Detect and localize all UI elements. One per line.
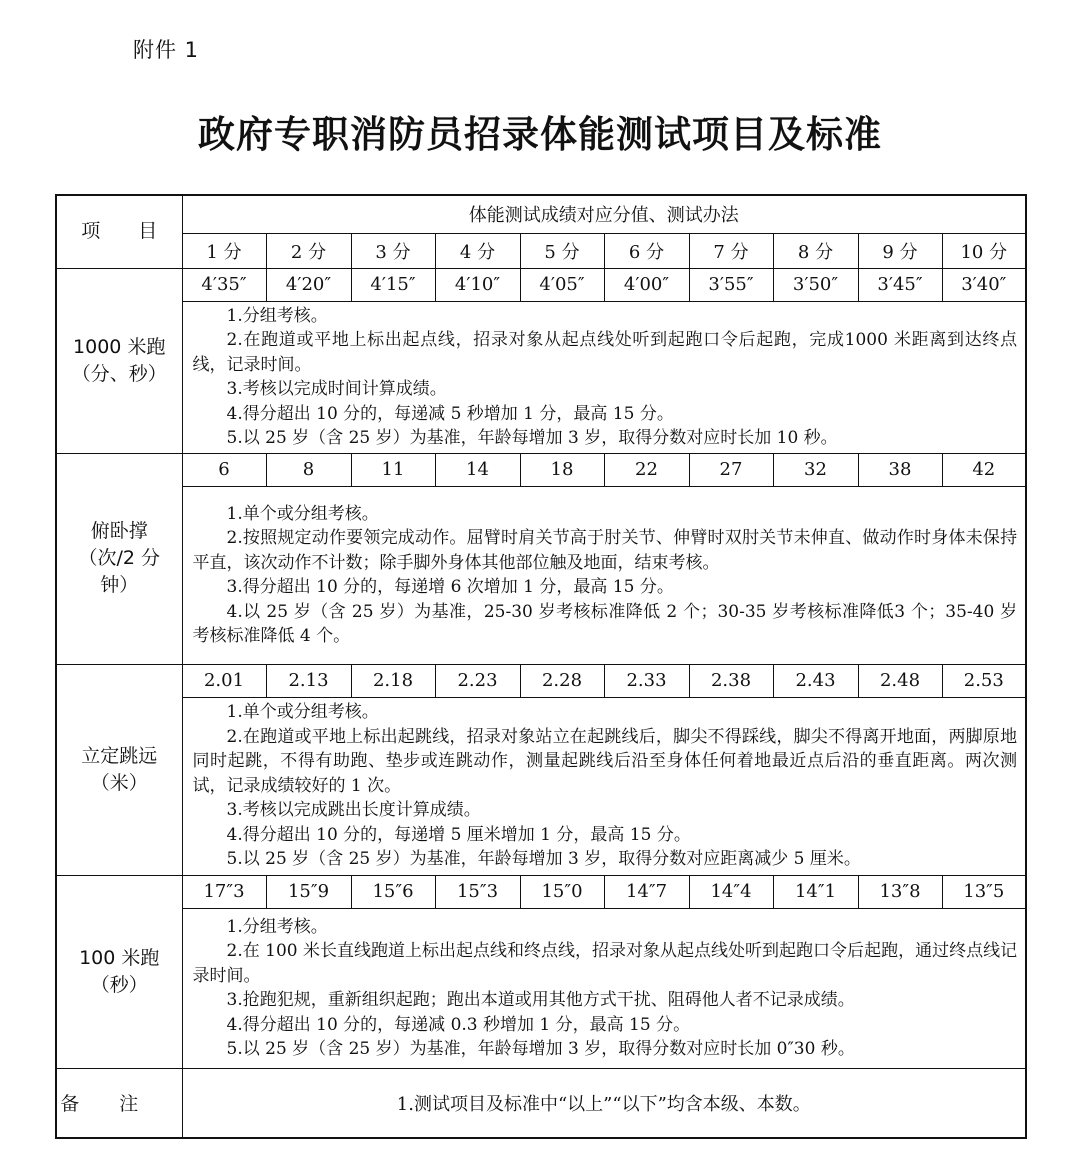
method-line: 3.得分超出 10 分的，每递增 6 次增加 1 分，最高 15 分。 [226, 577, 674, 597]
method-line: 2.在跑道或平地上标出起点线，招录对象从起点线处听到起跑口令后起跑，完成1000 米距离到达终点线，记录时间。 [192, 330, 1018, 375]
method-line: 2.按照规定动作要领完成动作。屈臂时肩关节高于肘关节、伸臂时双肘关节未伸直、做动作时身体未保持平直，该次动作不计数；除手脚外身体其他部位触及地面，结束考核。 [192, 528, 1018, 573]
score-cell: 1 分 [182, 233, 266, 268]
value-cell: 2.13 [266, 664, 351, 697]
value-cell: 15″3 [435, 875, 520, 908]
method-line: 4.得分超出 10 分的，每递增 5 厘米增加 1 分，最高 15 分。 [226, 824, 691, 845]
score-cell: 2 分 [266, 233, 351, 268]
value-cell: 42 [942, 453, 1026, 486]
value-cell: 4′10″ [435, 268, 520, 301]
value-cell: 3′55″ [689, 268, 773, 301]
score-header: 体能测试成绩对应分值、测试办法 [182, 195, 1026, 233]
value-cell: 2.01 [182, 664, 266, 697]
value-cell: 3′45″ [858, 268, 942, 301]
method-line: 1.分组考核。 [226, 305, 328, 326]
value-row [56, 875, 1026, 908]
value-cell: 3′50″ [773, 268, 858, 301]
value-cell: 22 [604, 453, 689, 486]
method-line: 1.单个或分组考核。 [226, 702, 379, 723]
value-cell: 32 [773, 453, 858, 486]
value-cell: 2.38 [689, 664, 773, 697]
item-name-line: （分、秒） [71, 362, 167, 385]
value-cell: 2.18 [351, 664, 435, 697]
test-method [182, 301, 1026, 453]
value-cell: 18 [520, 453, 604, 486]
value-cell: 2.33 [604, 664, 689, 697]
value-cell: 13″5 [942, 875, 1026, 908]
value-cell: 15″0 [520, 875, 604, 908]
value-row [56, 268, 1026, 301]
score-cell: 8 分 [773, 233, 858, 268]
method-line: 5.以 25 岁（含 25 岁）为基准，年龄每增加 3 岁，取得分数对应时长加 0″30 秒。 [226, 1039, 855, 1059]
value-cell: 14″7 [604, 875, 689, 908]
note-text: 1.测试项目及标准中“以上”“以下”均含本级、本数。 [182, 1068, 1026, 1138]
value-cell: 17″3 [182, 875, 266, 908]
item-name [56, 453, 182, 664]
score-cell: 10 分 [942, 233, 1026, 268]
method-line: 4.得分超出 10 分的，每递减 0.3 秒增加 1 分，最高 15 分。 [226, 1014, 691, 1035]
value-cell: 2.53 [942, 664, 1026, 697]
value-cell: 14 [435, 453, 520, 486]
score-cell: 3 分 [351, 233, 435, 268]
item-name-line: 1000 米跑 [73, 335, 166, 358]
value-cell: 15″6 [351, 875, 435, 908]
value-cell: 38 [858, 453, 942, 486]
value-row [56, 453, 1026, 486]
method-line: 4.得分超出 10 分的，每递减 5 秒增加 1 分，最高 15 分。 [226, 403, 674, 424]
test-method [182, 908, 1026, 1068]
item-name-line: （米） [90, 771, 148, 794]
value-cell: 4′15″ [351, 268, 435, 301]
value-cell: 6 [182, 453, 266, 486]
item-header: 项 目 [56, 195, 182, 268]
item-name [56, 664, 182, 875]
method-line: 5.以 25 岁（含 25 岁）为基准，年龄每增加 3 岁，取得分数对应距离减少 5 厘米。 [226, 849, 861, 870]
value-cell: 4′05″ [520, 268, 604, 301]
score-cell: 6 分 [604, 233, 689, 268]
item-name-line: 立定跳远 [81, 744, 158, 767]
standards-table [55, 194, 1027, 1139]
value-cell: 27 [689, 453, 773, 486]
method-line: 5.以 25 岁（含 25 岁）为基准，年龄每增加 3 岁，取得分数对应时长加 10 秒。 [226, 428, 838, 448]
test-method [182, 486, 1026, 664]
value-cell: 4′20″ [266, 268, 351, 301]
test-method [182, 697, 1026, 875]
item-name [56, 268, 182, 453]
value-cell: 14″1 [773, 875, 858, 908]
value-cell: 11 [351, 453, 435, 486]
item-name-line: （次/2 分 [78, 547, 161, 569]
value-cell: 2.28 [520, 664, 604, 697]
method-line: 1.单个或分组考核。 [226, 503, 379, 524]
value-cell: 4′35″ [182, 268, 266, 301]
note-label: 备注 [56, 1068, 182, 1138]
value-cell: 15″9 [266, 875, 351, 908]
score-row [56, 233, 1026, 268]
value-cell: 2.23 [435, 664, 520, 697]
item-name-line: （秒） [90, 973, 148, 996]
value-cell: 3′40″ [942, 268, 1026, 301]
method-line: 2.在跑道或平地上标出起跳线，招录对象站立在起跳线后，脚尖不得踩线，脚尖不得离开地面，两脚原地同时起跳，不得有助跑、垫步或连跳动作，测量起跳线后沿至身体任何着地最近点后沿的垂直距离。两次测试，记录成绩较好的 1 次。 [192, 726, 1018, 796]
score-cell: 7 分 [689, 233, 773, 268]
score-cell: 4 分 [435, 233, 520, 268]
value-cell: 13″8 [858, 875, 942, 908]
item-name-line: 俯卧撑 [90, 520, 148, 542]
value-cell: 14″4 [689, 875, 773, 908]
method-line: 3.考核以完成跳出长度计算成绩。 [226, 800, 481, 821]
attachment-label: 附件 1 [133, 38, 200, 62]
value-row [56, 664, 1026, 697]
item-name-line: 100 米跑 [79, 946, 160, 969]
method-line: 4.以 25 岁（含 25 岁）为基准，25-30 岁考核标准降低 2 个；30-35 岁考核标准降低3 个；35-40 岁考核标准降低 4 个。 [192, 601, 1018, 646]
method-line: 2.在 100 米长直线跑道上标出起点线和终点线，招录对象从起点线处听到起跑口令后起跑，通过终点线记录时间。 [192, 941, 1018, 986]
score-cell: 9 分 [858, 233, 942, 268]
value-cell: 2.48 [858, 664, 942, 697]
value-cell: 8 [266, 453, 351, 486]
method-line: 3.考核以完成时间计算成绩。 [226, 379, 447, 399]
method-line: 1.分组考核。 [226, 916, 328, 937]
item-name-line: 钟） [100, 574, 139, 596]
value-cell: 4′00″ [604, 268, 689, 301]
value-cell: 2.43 [773, 664, 858, 697]
item-name [56, 875, 182, 1068]
method-line: 3.抢跑犯规，重新组织起跑；跑出本道或用其他方式干扰、阻碍他人者不记录成绩。 [226, 990, 855, 1010]
page-title: 政府专职消防员招录体能测试项目及标准 [198, 112, 882, 156]
score-cell: 5 分 [520, 233, 604, 268]
